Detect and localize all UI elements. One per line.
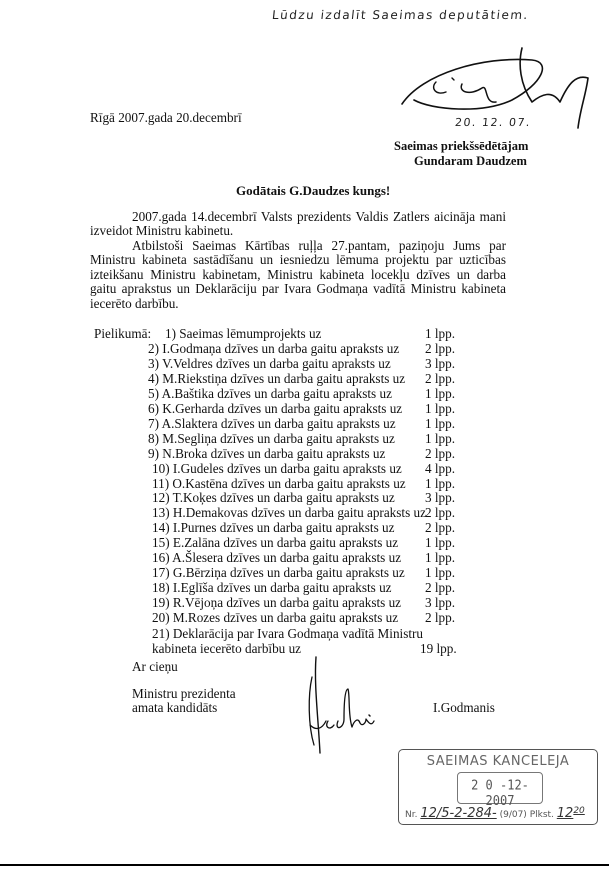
- attachment-text-line-1: Deklarācija par Ivara Godmaņa vadītā Ministru: [172, 626, 423, 641]
- stamp-time-minutes: 20: [573, 806, 585, 816]
- attachment-line: [148, 431, 395, 447]
- attachment-description: A.Baštika dzīves un darba gaitu apraksts uz: [161, 385, 392, 401]
- attachment-number: 12): [152, 490, 170, 506]
- attachment-pages: 2 lpp.: [425, 340, 456, 356]
- attachment-item: [0, 416, 609, 431]
- addressee-line-1: Saeimas priekšsēdētājam: [394, 139, 529, 153]
- salutation: Godātais G.Daudzes kungs!: [236, 183, 391, 198]
- attachment-number: 15): [152, 535, 170, 551]
- attachment-line: [152, 580, 392, 596]
- closing: Ar cieņu: [132, 659, 178, 674]
- attachment-line: [152, 535, 398, 551]
- attachment-pages: 1 lpp.: [425, 326, 456, 341]
- attachment-item: [0, 580, 609, 595]
- attachment-description: N.Broka dzīves un darba gaitu apraksts uz: [162, 445, 386, 461]
- attachment-number: 4): [148, 370, 159, 386]
- attachment-number: 17): [152, 565, 170, 581]
- attachment-line: [152, 595, 401, 611]
- attachment-pages: 1 lpp.: [425, 475, 456, 491]
- attachment-pages: 1 lpp.: [425, 400, 456, 416]
- attachment-line: [148, 341, 399, 357]
- attachment-description: H.Demakovas dzīves un darba gaitu apraksts uz: [172, 505, 426, 521]
- attachment-line: [152, 490, 395, 506]
- attachment-item: [0, 476, 609, 491]
- attachment-line: [152, 505, 426, 521]
- attachment-pages: 4 lpp.: [425, 460, 456, 476]
- stamp-time-value: 12: [556, 806, 574, 821]
- attachment-item: [0, 431, 609, 446]
- attachment-description: E.Zalāna dzīves un darba gaitu apraksts uz: [172, 535, 399, 551]
- attachment-line: [148, 446, 385, 462]
- stamp-nr-label: Nr.: [405, 810, 418, 820]
- attachment-description: R.Vējoņa dzīves un darba gaitu apraksts uz: [172, 595, 402, 611]
- attachment-pages: 1 lpp.: [425, 415, 456, 431]
- attachment-pages: 2 lpp.: [425, 370, 456, 386]
- body-paragraph-2: Atbilstoši Saeimas Kārtības ruļļa 27.pantam, paziņoju Jums par Ministru kabineta sastādīšanu un iesniedzu lēmuma projektu par uzticības izteikšanu Ministru kabinetam, Ministru kabineta locekļu dzīves un darba gaitu aprakstus un Deklarāciju par Ivara Godmaņa vadītā Ministru kabineta iecerēto darbību.: [90, 238, 506, 311]
- signer-signature: [300, 655, 380, 755]
- place-date: Rīgā 2007.gada 20.decembrī: [90, 110, 242, 125]
- attachment-line: [152, 610, 398, 626]
- handwritten-note: Lūdzu izdalīt Saeimas deputātiem.: [271, 8, 530, 22]
- attachment-line: [152, 520, 394, 536]
- attachment-description: O.Kastēna dzīves un darba gaitu apraksts uz: [172, 475, 406, 491]
- attachment-line: [152, 550, 401, 566]
- attachment-line: [152, 565, 405, 581]
- handwritten-date: 20. 12. 07.: [454, 116, 532, 129]
- attachment-number: 21): [152, 626, 170, 641]
- attachment-pages: 2 lpp.: [425, 610, 456, 626]
- registration-stamp: [398, 749, 598, 825]
- attachment-pages: 1 lpp.: [425, 430, 456, 446]
- attachment-item: [0, 550, 609, 565]
- attachment-pages: 2 lpp.: [425, 445, 456, 461]
- attachment-description: I.Purnes dzīves un darba gaitu apraksts uz: [172, 520, 395, 536]
- attachment-number: 6): [148, 400, 159, 416]
- attachment-number: 11): [152, 475, 170, 491]
- attachment-item: [0, 326, 609, 341]
- attachment-item: [0, 356, 609, 371]
- attachment-item-21: [152, 626, 423, 642]
- attachment-line: [148, 401, 402, 417]
- stamp-registration-line: [405, 806, 593, 821]
- attachment-description: V.Veldres dzīves un darba gaitu apraksts uz: [162, 355, 391, 371]
- attachment-description: I.Godmaņa dzīves un darba gaitu apraksts uz: [162, 340, 400, 356]
- attachment-pages: 1 lpp.: [425, 550, 456, 566]
- attachment-pages: 1 lpp.: [425, 535, 456, 551]
- attachment-description: M.Riekstiņa dzīves un darba gaitu apraksts uz: [162, 370, 406, 386]
- attachment-pages: 1 lpp.: [425, 565, 456, 581]
- attachment-number: 7): [148, 415, 159, 431]
- attachment-number: 18): [152, 580, 170, 596]
- attachment-line: [148, 371, 405, 387]
- attachment-item: [0, 565, 609, 580]
- attachment-description: K.Gerharda dzīves un darba gaitu apraksts uz: [162, 400, 403, 416]
- attachment-line: [148, 356, 391, 372]
- attachment-item: [0, 520, 609, 535]
- attachment-item: [0, 461, 609, 476]
- body-paragraph-1: 2007.gada 14.decembrī Valsts prezidents Valdis Zatlers aicināja mani izveidot Ministru kabinetu.: [90, 209, 506, 239]
- attachment-description: G.Bērziņa dzīves un darba gaitu apraksts uz: [172, 565, 405, 581]
- attachment-line: [152, 476, 406, 492]
- attachment-item: [0, 505, 609, 520]
- attachment-number: 20): [152, 610, 170, 626]
- attachment-pages: 2 lpp.: [425, 520, 456, 536]
- attachment-item: [0, 341, 609, 356]
- attachment-line: [152, 461, 402, 477]
- attachment-description: Saeimas lēmumprojekts uz: [179, 326, 322, 341]
- attachment-pages: 3 lpp.: [425, 355, 456, 371]
- attachment-number: 19): [152, 595, 170, 611]
- attachment-text-line-2: kabineta iecerēto darbību uz: [152, 641, 302, 656]
- attachment-number: 1): [165, 326, 176, 341]
- stamp-code: (9/07): [499, 810, 527, 820]
- addressee-line-2: Gundaram Daudzem: [414, 154, 527, 168]
- attachment-description: A.Šlesera dzīves un darba gaitu apraksts uz: [172, 550, 402, 566]
- attachment-pages: 1 lpp.: [425, 385, 456, 401]
- attachment-number: 14): [152, 520, 170, 536]
- attachment-item: [0, 535, 609, 550]
- signer-title-line-1: Ministru prezidenta: [132, 686, 236, 701]
- attachment-line: [148, 386, 392, 402]
- attachment-description: M.Segliņa dzīves un darba gaitu apraksts uz: [162, 430, 395, 446]
- attachment-number: 13): [152, 505, 170, 521]
- stamp-date: 2 0 -12- 2007: [471, 777, 529, 809]
- attachment-number: 3): [148, 355, 159, 371]
- attachments-label: Pielikumā:: [94, 326, 152, 341]
- attachment-item: [0, 446, 609, 461]
- attachment-description: M.Rozes dzīves un darba gaitu apraksts uz: [172, 610, 399, 626]
- attachment-number: 10): [152, 460, 170, 476]
- attachment-item: [0, 490, 609, 505]
- attachment-item: [0, 595, 609, 610]
- attachment-number: 9): [148, 445, 159, 461]
- attachment-description: A.Slaktera dzīves un darba gaitu apraksts uz: [161, 415, 396, 431]
- attachment-pages: 3 lpp.: [425, 490, 456, 506]
- attachment-description: T.Koķes dzīves un darba gaitu apraksts uz: [172, 490, 395, 506]
- attachment-item: [0, 386, 609, 401]
- attachment-number: 16): [152, 550, 170, 566]
- attachment-number: 2): [148, 340, 159, 356]
- stamp-date-box: [457, 772, 543, 809]
- attachment-item: [0, 610, 609, 625]
- attachment-item: [0, 371, 609, 386]
- stamp-nr-value: 12/5-2-284-: [420, 806, 497, 821]
- attachment-line: [148, 416, 396, 432]
- signer-title-line-2: amata kandidāts: [132, 700, 218, 715]
- attachment-pages: 2 lpp.: [425, 505, 456, 521]
- attachment-pages: 19 lpp.: [420, 641, 457, 656]
- attachment-number: 8): [148, 430, 159, 446]
- attachment-description: I.Eglīša dzīves un darba gaitu apraksts uz: [172, 580, 392, 596]
- stamp-title: SAEIMAS KANCELEJA: [426, 754, 570, 769]
- stamp-time-label: Plkst.: [529, 810, 554, 820]
- attachment-description: I.Gudeles dzīves un darba gaitu apraksts uz: [172, 460, 402, 476]
- signer-name: I.Godmanis: [433, 700, 495, 715]
- attachment-line: [165, 326, 321, 342]
- attachment-item: [0, 401, 609, 416]
- attachment-number: 5): [148, 385, 159, 401]
- attachment-pages: 2 lpp.: [425, 580, 456, 596]
- page-bottom-edge: [0, 864, 609, 866]
- attachment-pages: 3 lpp.: [425, 595, 456, 611]
